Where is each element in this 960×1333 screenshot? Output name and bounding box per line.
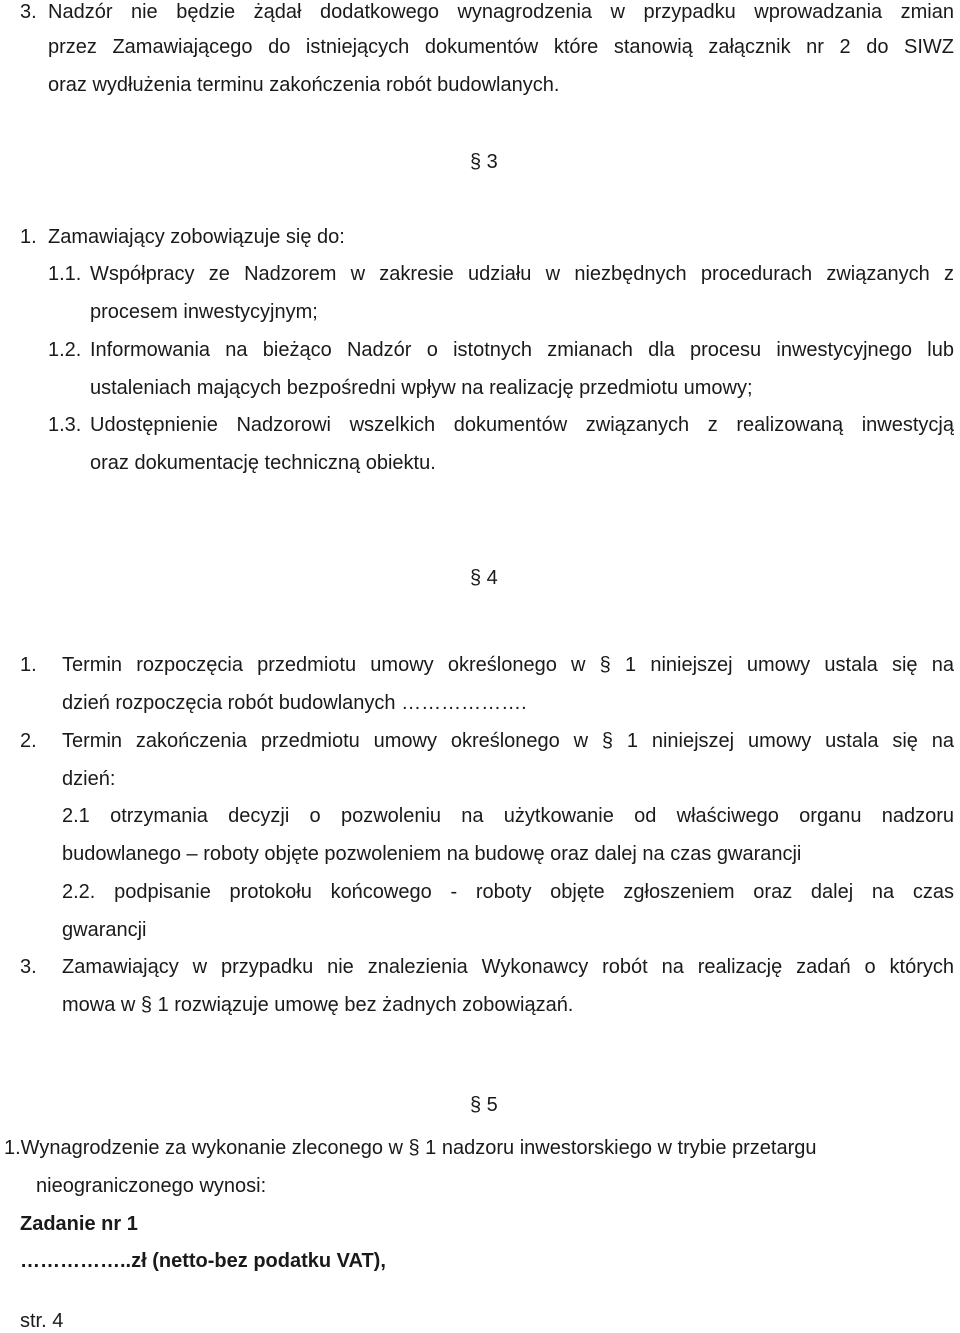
- section-heading: § 3: [470, 151, 498, 173]
- item-number: 1.2.: [48, 339, 82, 361]
- paragraph-line: Termin rozpoczęcia przedmiotu umowy określonego w § 1 niniejszej umowy ustala się na: [62, 654, 954, 676]
- item-number: 2.: [20, 730, 37, 752]
- paragraph-line: Termin zakończenia przedmiotu umowy określonego w § 1 niniejszej umowy ustala się na: [62, 730, 954, 752]
- item-number: 1.: [20, 226, 37, 248]
- page-number: str. 4: [20, 1310, 64, 1332]
- paragraph-line: budowlanego – roboty objęte pozwoleniem na budowę oraz dalej na czas gwarancji: [62, 843, 802, 865]
- item-number: 3.: [20, 1, 37, 23]
- paragraph-line: przez Zamawiającego do istniejących dokumentów które stanowią załącznik nr 2 do SIWZ: [48, 36, 954, 58]
- paragraph-line: 2.2. podpisanie protokołu końcowego - roboty objęte zgłoszeniem oraz dalej na czas: [62, 881, 954, 903]
- paragraph-line: Zamawiający w przypadku nie znalezienia Wykonawcy robót na realizację zadań o których: [62, 956, 954, 978]
- paragraph-line: Współpracy ze Nadzorem w zakresie udziału w niezbędnych procedurach związanych z: [90, 263, 954, 285]
- paragraph-line: Informowania na bieżąco Nadzór o istotnych zmianach dla procesu inwestycyjnego lub: [90, 339, 954, 361]
- paragraph-line: Udostępnienie Nadzorowi wszelkich dokumentów związanych z realizowaną inwestycją: [90, 414, 954, 436]
- paragraph-line: Nadzór nie będzie żądał dodatkowego wynagrodzenia w przypadku wprowadzania zmian: [48, 1, 954, 23]
- amount-line: ……………..zł (netto-bez podatku VAT),: [20, 1250, 386, 1272]
- paragraph-line: gwarancji: [62, 919, 147, 941]
- paragraph-line: nieograniczonego wynosi:: [36, 1175, 267, 1197]
- paragraph-line: dzień rozpoczęcia robót budowlanych ……………….: [62, 692, 527, 714]
- section-heading: § 5: [470, 1094, 498, 1116]
- paragraph-line: dzień:: [62, 768, 116, 790]
- paragraph-line: 1.Wynagrodzenie za wykonanie zleconego w § 1 nadzoru inwestorskiego w trybie przetargu: [4, 1137, 817, 1159]
- item-number: 1.3.: [48, 414, 82, 436]
- item-number: 3.: [20, 956, 37, 978]
- section-heading: § 4: [470, 567, 498, 589]
- paragraph-line: ustaleniach mających bezpośredni wpływ na realizację przedmiotu umowy;: [90, 377, 753, 399]
- paragraph-line: oraz wydłużenia terminu zakończenia robót budowlanych.: [48, 74, 560, 96]
- task-label: Zadanie nr 1: [20, 1213, 138, 1235]
- paragraph-line: oraz dokumentację techniczną obiektu.: [90, 452, 436, 474]
- item-number: 1.1.: [48, 263, 82, 285]
- paragraph-line: 2.1 otrzymania decyzji o pozwoleniu na użytkowanie od właściwego organu nadzoru: [62, 805, 954, 827]
- item-number: 1.: [20, 654, 37, 676]
- paragraph-line: Zamawiający zobowiązuje się do:: [48, 226, 345, 248]
- paragraph-line: procesem inwestycyjnym;: [90, 301, 318, 323]
- paragraph-line: mowa w § 1 rozwiązuje umowę bez żadnych zobowiązań.: [62, 994, 574, 1016]
